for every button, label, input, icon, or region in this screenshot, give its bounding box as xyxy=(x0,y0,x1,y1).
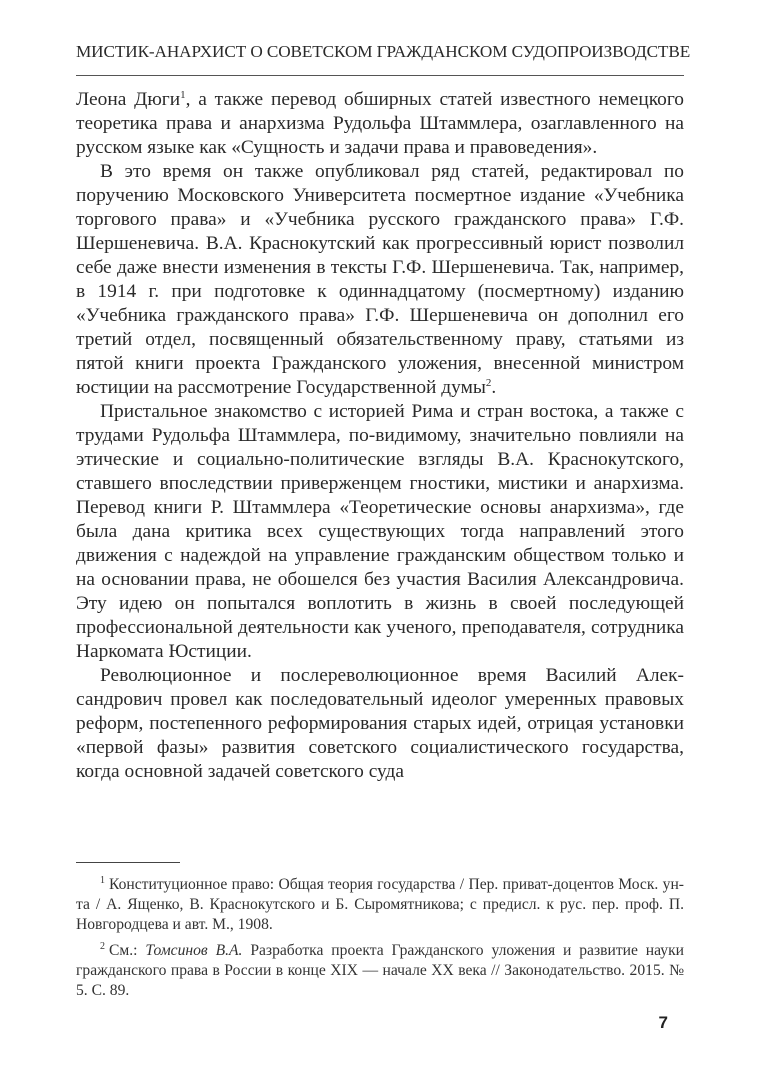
footnote-separator xyxy=(76,862,180,863)
paragraph-4: Революционное и послереволюционное время Василий Александрович провел как последовательный идеолог умеренных правовых реформ, постепенного реформирования старых идей, отрицая установки «первой фазы» развития советского социалистического государства, когда основной задачей советского суда xyxy=(76,665,684,782)
paragraph-3: Пристальное знакомство с историей Рима и стран востока, а также с трудами Рудольфа Штаммлера, по-видимому, значительно повлияли на этические и социально-политические взгляды В.А. Краснокутского, ставшего впоследствии приверженцем гностики, мистики и анархизма. Перевод книги Р. Штаммлера «Теоретические основы анархизма», где была дана критика всех существующих тогда направлений этого движения с надеждой на управление гражданским обществом только и на основании права, не обошелся без участия Василия Александровича. Эту идею он попытался воплотить в жизнь в своей последующей профессиональной деятельности как ученого, преподавателя, сотрудника Наркомата Юстиции. xyxy=(76,401,684,662)
main-text xyxy=(76,88,684,784)
footnote-ref-2[interactable]: 2 xyxy=(485,377,492,389)
paragraph-2: В это время он также опубликовал ряд статей, редактировал по поручению Московского Университета посмертное издание «Учебника торгового права» и «Учебника русского гражданского права» Г.Ф. Шершеневича. В.А. Краснокутский как прогрессивный юрист позволил себе даже внести изменения в тексты Г.Ф. Шершеневича. Так, например, в 1914 г. при подготовке к одиннадцатому (посмертному) изданию «Учебника гражданского права» Г.Ф. Шершеневича он дополнил его третий отдел, посвященный обязательственному праву, статьями из пятой книги проекта Гражданского уложения, внесенной министром юстиции на рассмотрение Государственной думы$^2$. xyxy=(76,161,684,398)
paragraph-1: Леона Дюги$^1$, а также перевод обширных статей известного немецкого теоретика права и анархизма Рудольфа Штаммлера, озаглавленного на русском языке как «Сущность и задачи права и правоведения». xyxy=(76,89,684,158)
footnote-number: 2 xyxy=(100,941,105,952)
page-number: 7 xyxy=(658,1013,668,1032)
footnote-2: $^2$ См.: Томсинов В.А. Разработка проекта Гражданского уложения и развитие науки гражданского права в России в конце XIX — начале XX века // Законодательство. 2015. № 5. С. 89. xyxy=(76,941,684,999)
footnote-1: $^1$ Конституционное право: Общая теория государства / Пер. приват-доцентов Моск. ун-та / А. Ященко, В. Краснокутского и Б. Сыромятникова; с предисл. к рус. пер. проф. П. Новгородцева и авт. М., 1908. xyxy=(76,875,684,933)
footnotes xyxy=(76,875,684,1007)
header-rule xyxy=(76,75,684,76)
footnote-author: Томсинов В.А. xyxy=(145,942,243,959)
running-head: МИСТИК-АНАРХИСТ О СОВЕТСКОМ ГРАЖДАНСКОМ СУДОПРОИЗВОДСТВЕ xyxy=(76,42,691,61)
footnote-number: 1 xyxy=(100,875,105,886)
footnote-ref-1[interactable]: 1 xyxy=(180,89,186,101)
